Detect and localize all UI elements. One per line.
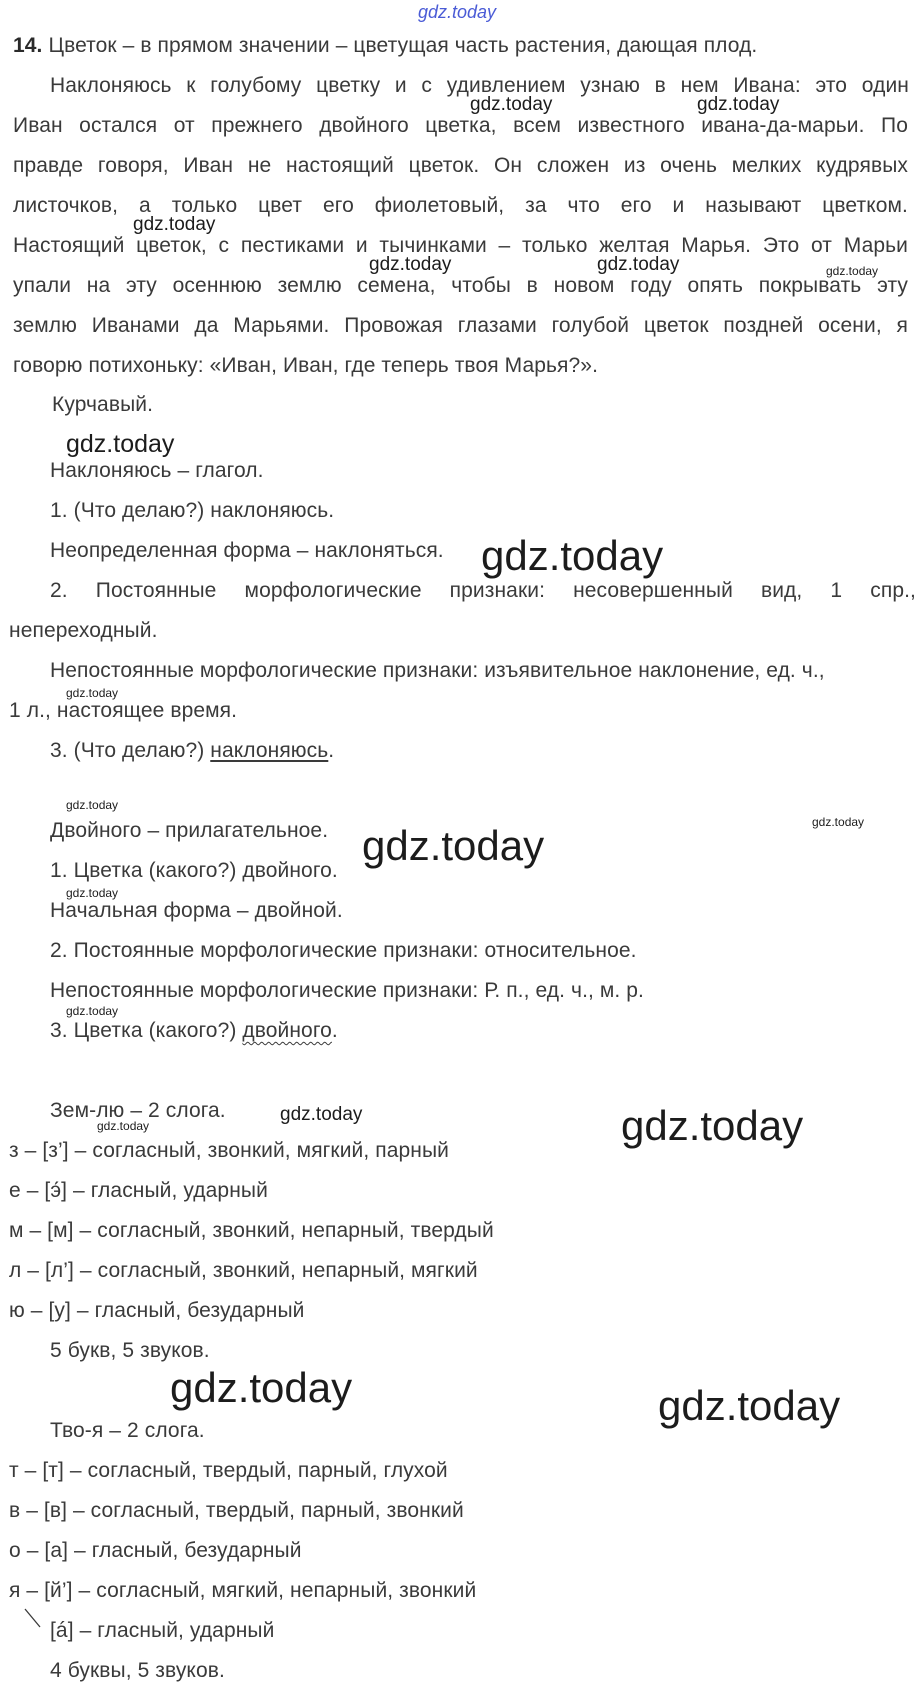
watermark: gdz.today: [133, 214, 216, 235]
watermark: gdz.today: [369, 254, 452, 275]
verb-constant-features-2: непереходный.: [9, 619, 158, 642]
watermark: gdz.today: [66, 886, 119, 900]
verb-step-3-prefix: 3. (Что делаю?): [50, 739, 211, 762]
adjective-step-3-suffix: .: [331, 1019, 338, 1042]
adjective-wavy-underlined: двойного: [242, 1019, 332, 1042]
phonetic-2-row: о – [а] – гласный, безударный: [9, 1539, 302, 1562]
watermark: gdz.today: [170, 1364, 353, 1411]
passage-line-5: Настоящий цветок, с пестиками и тычинками – только желтая Марья. Это от Марьи: [13, 234, 908, 257]
watermark: gdz.today: [812, 815, 865, 829]
phonetic-2-row: я – [й’] – согласный, мягкий, непарный, звонкий: [9, 1579, 477, 1602]
phonetic-2-title: Тво-я – 2 слога.: [50, 1419, 205, 1442]
verb-nonconstant-features-1: Непостоянные морфологические признаки: изъявительное наклонение, ед. ч.,: [50, 659, 825, 682]
verb-title: Наклоняюсь – глагол.: [50, 459, 264, 482]
phonetic-1-row: е – [э́] – гласный, ударный: [9, 1179, 268, 1202]
verb-step-1: 1. (Что делаю?) наклоняюсь.: [50, 499, 335, 522]
watermark: gdz.today: [481, 532, 664, 579]
verb-nonconstant-features-2: 1 л., настоящее время.: [9, 699, 238, 722]
watermark: gdz.today: [597, 254, 680, 275]
watermark: gdz.today: [66, 1004, 119, 1018]
passage-line-4: листочков, а только цвет его фиолетовый, за что его и называют цветком.: [13, 194, 908, 217]
phonetic-1-title: Зем-лю – 2 слога.: [50, 1099, 226, 1122]
phonetic-1-row: л – [л’] – согласный, звонкий, непарный, мягкий: [9, 1259, 478, 1282]
branch-line-icon: [22, 1606, 44, 1630]
passage-line-6: упали на эту осеннюю землю семена, чтобы в новом году опять покрывать эту: [13, 274, 908, 297]
phonetic-1-row: ю – [у] – гласный, безударный: [9, 1299, 305, 1322]
task-header-text: Цветок – в прямом значении – цветущая часть растения, дающая плод.: [48, 34, 758, 57]
watermark: gdz.today: [621, 1102, 804, 1149]
adjective-step-3: [50, 1018, 338, 1044]
adjective-constant-features: 2. Постоянные морфологические признаки: относительное.: [50, 939, 637, 962]
watermark: gdz.today: [66, 798, 119, 812]
passage-line-7: землю Иванами да Марьями. Провожая глазами голубой цветок поздней осени, я: [13, 314, 908, 337]
phonetic-2-row: в – [в] – согласный, твердый, парный, звонкий: [9, 1499, 464, 1522]
passage-line-1: Наклоняюсь к голубому цветку и с удивлением узнаю в нем Ивана: это один: [50, 74, 909, 97]
passage-line-8: говорю потихоньку: «Иван, Иван, где теперь твоя Марья?».: [13, 354, 599, 377]
phonetic-1-row: з – [з’] – согласный, звонкий, мягкий, парный: [9, 1139, 450, 1162]
synonym: Курчавый.: [52, 393, 154, 416]
watermark: gdz.today: [280, 1104, 363, 1125]
passage-line-2: Иван остался от прежнего двойного цветка, всем известного ивана-да-марьи. По: [13, 114, 908, 137]
adjective-step-3-prefix: 3. Цветка (какого?): [50, 1019, 243, 1042]
top-watermark: gdz.today: [418, 2, 497, 22]
phonetic-1-row: м – [м] – согласный, звонкий, непарный, твердый: [9, 1219, 494, 1242]
watermark: gdz.today: [658, 1382, 841, 1429]
verb-constant-features-1: 2. Постоянные морфологические признаки: несовершенный вид, 1 спр.,: [50, 579, 916, 602]
phonetic-2-row: [á] – гласный, ударный: [50, 1619, 275, 1642]
watermark: gdz.today: [826, 264, 879, 278]
watermark: gdz.today: [66, 430, 175, 458]
verb-step-3: [50, 738, 334, 764]
watermark: gdz.today: [97, 1119, 150, 1133]
passage-line-3: правде говоря, Иван не настоящий цветок. Он сложен из очень мелких кудрявых: [13, 154, 908, 177]
watermark: gdz.today: [470, 94, 553, 115]
task-number: 14.: [13, 34, 43, 57]
verb-predicate-underlined: наклоняюсь: [210, 739, 329, 762]
phonetic-2-summary: 4 буквы, 5 звуков.: [50, 1659, 225, 1682]
adjective-title: Двойного – прилагательное.: [50, 819, 329, 842]
verb-initial-form: Неопределенная форма – наклоняться.: [50, 539, 444, 562]
adjective-step-1: 1. Цветка (какого?) двойного.: [50, 859, 338, 882]
adjective-nonconstant-features: Непостоянные морфологические признаки: Р. п., ед. ч., м. р.: [50, 979, 644, 1002]
task-header: [13, 33, 757, 59]
watermark: gdz.today: [66, 686, 119, 700]
verb-step-3-suffix: .: [328, 739, 335, 762]
phonetic-2-row: т – [т] – согласный, твердый, парный, глухой: [9, 1459, 448, 1482]
watermark: gdz.today: [697, 94, 780, 115]
watermark: gdz.today: [362, 822, 545, 869]
phonetic-1-summary: 5 букв, 5 звуков.: [50, 1339, 210, 1362]
adjective-initial-form: Начальная форма – двойной.: [50, 899, 343, 922]
